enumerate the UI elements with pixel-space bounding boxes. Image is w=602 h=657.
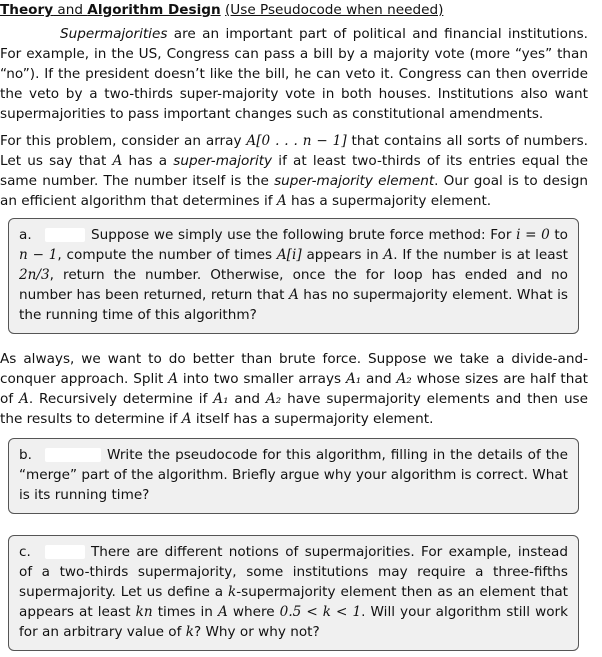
qc-text-1: There are different notions of supermajorities. For example, instead of a two-thirds supermajority, some institutions may require a three-fifths supermajority. Let us define a xyxy=(19,544,568,600)
intro-paragraph xyxy=(0,24,588,124)
var-a1: A₁ xyxy=(213,391,229,407)
qc-text-3: times in xyxy=(152,604,218,620)
var-a: A xyxy=(19,391,29,407)
redacted-area xyxy=(45,448,101,462)
redacted-area xyxy=(45,545,85,559)
redacted-area xyxy=(45,228,85,242)
problem-text-2: that contains all sorts of numbers. Let us say that xyxy=(0,133,588,169)
math-k-range: 0.5 < k < 1 xyxy=(279,604,362,620)
divide-text-3: and xyxy=(361,371,397,387)
qc-text-4: where xyxy=(227,604,280,620)
question-c-label: c. xyxy=(19,544,31,560)
question-c-box xyxy=(8,535,579,651)
var-a: A xyxy=(383,247,394,263)
term-super-majority: super-majority xyxy=(173,153,273,169)
term-super-majority-element: super-majority element xyxy=(274,173,435,189)
divide-paragraph xyxy=(0,349,588,429)
divide-text-1: As always, we want to do better than brute force. Suppose we take a divide-and-conquer approach. Split xyxy=(0,351,588,387)
var-k: k xyxy=(227,584,237,600)
math-n-minus-1: n − 1 xyxy=(19,247,58,263)
problem-text-3: has a xyxy=(122,153,174,169)
var-a: A xyxy=(112,153,123,169)
problem-text-1: For this problem, consider an array xyxy=(0,133,247,149)
problem-text-6: has a supermajority element. xyxy=(286,193,492,209)
qc-text-5: . Will your algorithm still work for an arbitrary value of xyxy=(19,604,568,640)
math-i-eq: i = 0 xyxy=(516,227,550,243)
var-a: A xyxy=(217,604,228,620)
intro-text: are an important part of political and financial institutions. For example, in the US, Congress can pass a bill by a majority vote (more “yes” than “no”). If the president doesn’t like the bill, he can veto it. Congress can then override the veto by a two-thirds super-majority vote in both houses. Institutions also want supermajorities to pass important changes such as constitutional amendments. xyxy=(0,26,588,122)
heading-note: (Use Pseudocode when needed) xyxy=(224,2,444,18)
math-kn: kn xyxy=(135,604,153,620)
question-b-box xyxy=(8,438,579,514)
var-a: A xyxy=(168,371,179,387)
math-2n-3: 2n/3 xyxy=(19,267,50,283)
qb-text: Write the pseudocode for this algorithm, filling in the details of the “merge” part of the algorithm. Briefly argue why your algorithm is correct. What is its running time? xyxy=(19,447,568,503)
qa-text-1: Suppose we simply use the following brute force method: For xyxy=(91,227,517,243)
qc-text-2: -supermajority element then as an element that appears at least xyxy=(19,584,568,620)
heading-algorithm-design: Algorithm Design xyxy=(87,2,221,18)
heading-theory: Theory xyxy=(0,2,54,18)
term-supermajorities: Supermajorities xyxy=(60,26,168,42)
qa-text-2: to xyxy=(549,227,569,243)
problem-text-5: . Our goal is to design an efficient algorithm that determines if xyxy=(0,173,588,209)
question-a-label: a. xyxy=(19,227,32,243)
divide-text-8: itself has a supermajority element. xyxy=(191,411,434,427)
qa-text-7: has no supermajority element. What is the running time of this algorithm? xyxy=(19,287,568,323)
divide-text-7: have supermajority elements and then use the results to determine if xyxy=(0,391,588,427)
qa-text-6: , return the number. Otherwise, once the for loop has ended and no number has been returned, return that xyxy=(19,267,568,303)
divide-text-5: . Recursively determine if xyxy=(28,391,214,407)
var-a2: A₂ xyxy=(396,371,412,387)
qa-text-4: appears in xyxy=(301,247,384,263)
problem-text-4: if at least two-thirds of its entries equal the same number. The number itself is the xyxy=(0,153,588,189)
qc-text-6: ? Why or why not? xyxy=(193,624,320,640)
math-a-i: A[i] xyxy=(276,247,302,263)
page-heading xyxy=(0,0,443,20)
qa-text-3: , compute the number of times xyxy=(57,247,277,263)
heading-joiner: and xyxy=(53,2,88,18)
question-b-label: b. xyxy=(19,447,32,463)
divide-text-6: and xyxy=(228,391,266,407)
var-a: A xyxy=(181,411,192,427)
var-a: A xyxy=(276,193,287,209)
var-a1: A₁ xyxy=(345,371,362,387)
divide-text-4: whose sizes are half that of xyxy=(0,371,589,407)
problem-paragraph xyxy=(0,131,588,211)
var-k: k xyxy=(185,624,194,640)
qa-text-5: . If the number is at least xyxy=(393,247,569,263)
var-a: A xyxy=(288,287,299,303)
question-a-box xyxy=(8,218,579,334)
array-expression: A[0 . . . n − 1] xyxy=(246,133,347,149)
var-a2: A₂ xyxy=(265,391,282,407)
divide-text-2: into two smaller arrays xyxy=(178,371,346,387)
